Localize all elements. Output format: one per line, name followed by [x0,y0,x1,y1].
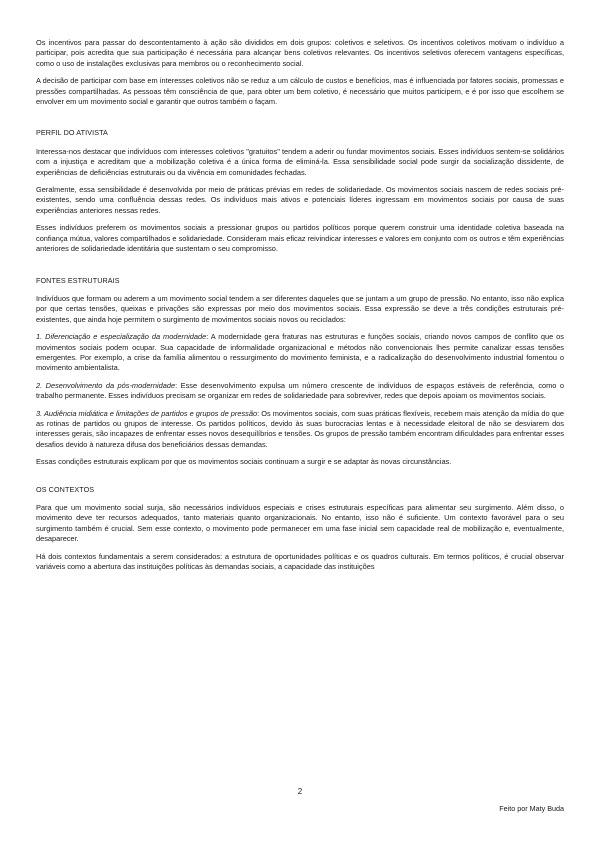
list-item-3-title: 3. Audiência midiática e limitações de partidos e grupos de pressão [36,408,258,418]
section-heading-perfil: PERFIL DO ATIVISTA [36,128,108,138]
paragraph-contextos-1: Para que um movimento social surja, são necessários indivíduos especiais e crises estruturais específicas para alimentar seu surgimento. Além disso, o movimento deve ter recursos adequados, tanto materiais quanto organizacionais. No entanto, isso não é suficiente. Um contexto favorável para o seu surgimento também é crucial. Sem esse contexto, o movimento pode permanecer em uma fase inicial sem capacidade real de mobilização e, eventualmente, desaparecer. [36,503,564,544]
section-heading-contextos: OS CONTEXTOS [36,484,95,494]
section-heading-fontes: FONTES ESTRUTURAIS [36,275,120,285]
paragraph-contextos-2: Há dois contextos fundamentais a serem considerados: a estrutura de oportunidades políticas e os quadros culturais. Em termos políticos, é crucial observar variáveis como a abertura das instituições políticas às demandas sociais, a capacidade das instituições [36,551,564,572]
page-number: 2 [297,787,303,796]
paragraph-fontes-closing: Essas condições estruturais explicam por que os movimentos sociais continuam a surgir e se adaptar às novas circunstâncias. [36,457,452,467]
paragraph-incentives: Os incentivos para passar do descontentamento à ação são divididos em dois grupos: coletivos e seletivos. Os incentivos coletivos motivam o indivíduo a participar, pois acredita que sua participação é necessária para alcançar bens coletivos relevantes. Os incentivos seletivos oferecem vantagens específicas, como o uso de instalações exclusivas para membros ou o reconhecimento social. [36,38,564,68]
paragraph-perfil-2: Geralmente, essa sensibilidade é desenvolvida por meio de práticas prévias em redes de solidariedade. Os movimentos sociais nascem de redes sociais pré-existentes, sendo uma confluência dessas redes. Os indivíduos mais ativos e potenciais líderes ingressam em movimentos sociais por causa de suas experiências anteriores nessas redes. [36,185,564,215]
paragraph-decision: A decisão de participar com base em interesses coletivos não se reduz a um cálculo de custos e benefícios, mas é influenciada por fatores sociais, promessas e pressões compartilhadas. As pessoas têm consciência de que, para obter um bem coletivo, é necessário que muitos participem, e é por isso que escolhem se envolver em um movimento social e garantir que outros também o façam. [36,76,564,107]
list-item-1-text: : A modernidade gera fraturas nas estruturas e funções sociais, criando novos campos de conflito que os movimentos sociais podem ocupar. Sua capacidade de informalidade organizacional e métodos não convencionais lhes permite canalizar essas tensões emergentes. Por exemplo, a crise da família alimentou o ressurgimento do movimento feminista, e a radicalização do desenvolvimento industrial fomentou o movimento ambientalista. [36,332,564,373]
paragraph-perfil-3: Esses indivíduos preferem os movimentos sociais a pressionar grupos ou partidos políticos porque querem construir uma identidade coletiva baseada na confiança mútua, valores compartilhados e solidariedade. Consideram mais eficaz reivindicar interesses e valores em conjunto com os outros e têm experiências anteriores de solidariedade identitária que sustentam o seu compromisso. [36,223,564,254]
list-item-3 [36,409,564,451]
list-item-3-text: : Os movimentos sociais, com suas práticas flexíveis, recebem mais atenção da mídia do que as rotinas de partidos ou grupos de interesse. Os partidos políticos, devido às suas burocracias lentas e à necessidade eleitoral de não se desviarem dos interesses gerais, são incapazes de enfrentar esses novos desequilíbrios e tensões. Os grupos de pressão também encontram dificuldades para enfrentar esses desafios devido à natureza difusa dos beneficiários dessas demandas. [36,408,565,449]
document-body [36,38,564,579]
paragraph-perfil-1: Interessa-nos destacar que indivíduos com interesses coletivos "gratuitos" tendem a aderir ou fundar movimentos sociais. Esses indivíduos sentem-se solidários com a injustiça e acreditam que a mobilização coletiva é a única forma de eliminá-la. Essa sensibilidade social pode surgir da socialização dissidente, de experiências de deficiências estruturais ou da vivência em comunidades fechadas. [36,146,564,177]
footer-credit: Feito por Maty Buda [499,804,564,813]
paragraph-fontes-intro: Indivíduos que formam ou aderem a um movimento social tendem a ser diferentes daqueles que se juntam a um grupo de pressão. No entanto, isso não explica por que certas tensões, queixas e privações são expressas por meio dos movimentos sociais. Essa expressão se deve a três condições estruturais pré-existentes, que ainda hoje permitem o surgimento de movimentos sociais novos ou reciclados: [36,293,564,324]
list-item-2-text: : Esse desenvolvimento expulsa um número crescente de indivíduos de espaços estáveis de referência, como o trabalho permanente. Esses indivíduos precisam se organizar em redes de solidariedade para sobreviver, redes que depois apoiam os movimentos sociais. [36,380,564,401]
list-item-2 [36,381,564,402]
list-item-1 [36,332,564,374]
list-item-1-title: 1. Diferenciação e especialização da modernidade [36,332,207,342]
list-item-2-title: 2. Desenvolvimento da pós-modernidade [36,380,176,390]
